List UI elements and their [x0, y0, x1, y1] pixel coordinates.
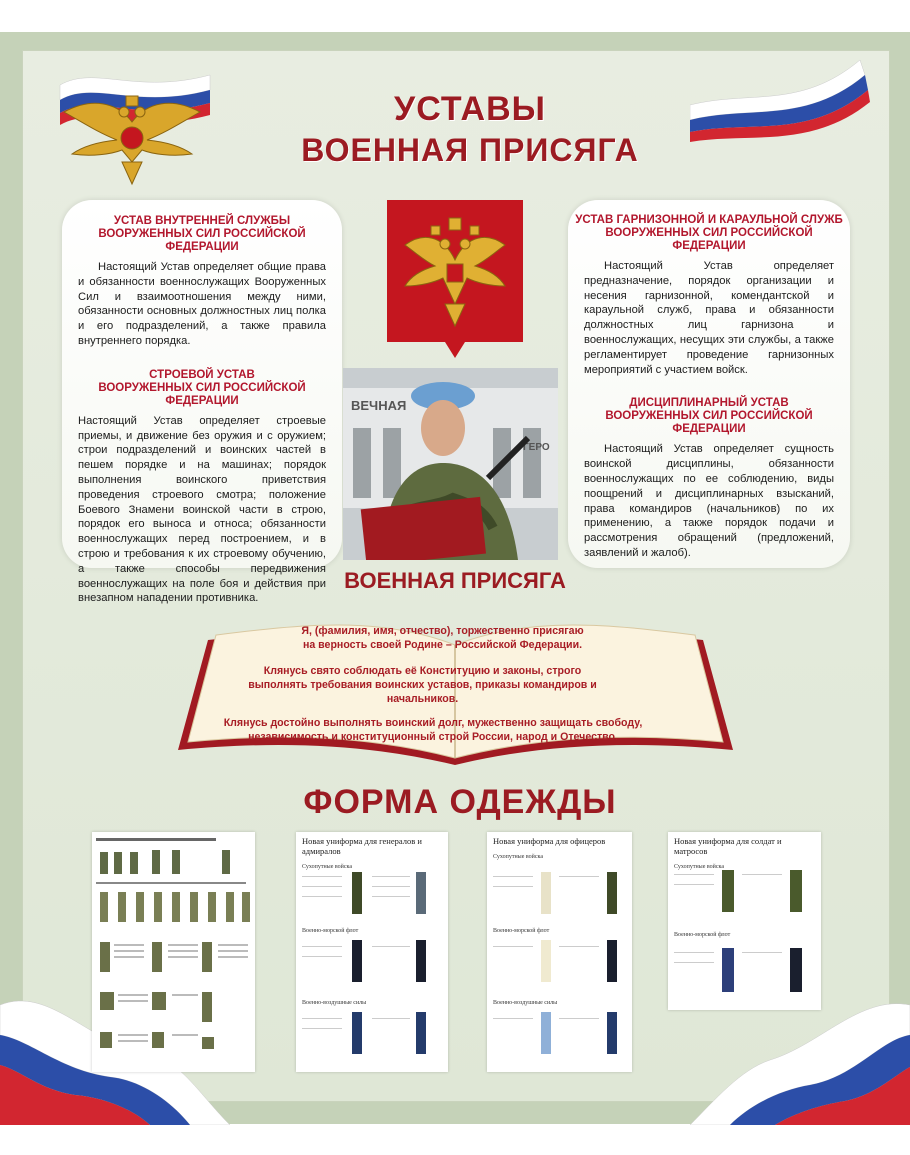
section-title: УСТАВ ВНУТРЕННЕЙ СЛУЖБЫ	[113, 215, 291, 227]
section-title: ВООРУЖЕННЫХ СИЛ РОССИЙСКОЙ ФЕДЕРАЦИИ	[98, 381, 306, 407]
uniform-sheet-generals	[296, 832, 448, 1072]
section-title: ВООРУЖЕННЫХ СИЛ РОССИЙСКОЙ ФЕДЕРАЦИИ	[605, 227, 813, 252]
section-title: ДИСЦИПЛИНАРНЫЙ УСТАВ	[629, 397, 789, 410]
soldier-photo	[343, 368, 558, 560]
oath-paragraph-1: Я, (фамилия, имя, отчество), торжественно присягаю на верность своей Родине – Российской Федерации.	[301, 625, 584, 651]
uniform-figures	[92, 832, 255, 1072]
section-title: ВООРУЖЕННЫХ СИЛ РОССИЙСКОЙ ФЕДЕРАЦИИ	[605, 410, 813, 436]
uniform-sheet-title: Новая униформа для солдат и матросов	[674, 836, 782, 856]
photo-sign-text: ВЕЧНАЯ	[351, 398, 407, 413]
coat-of-arms-icon	[387, 200, 523, 358]
uniform-sheet-subtitle: Военно-морской флот	[302, 928, 359, 934]
section-title: ВООРУЖЕННЫХ СИЛ РОССИЙСКОЙ ФЕДЕРАЦИИ	[98, 228, 306, 253]
uniform-sheet-subtitle: Военно-морской флот	[674, 932, 731, 938]
section-title: УСТАВ ГАРНИЗОННОЙ И КАРАУЛЬНОЙ СЛУЖБ	[575, 214, 843, 226]
flag-ribbon-bottom-right	[690, 995, 910, 1125]
uniform-sheet-subtitle: Военно-морской флот	[493, 928, 550, 934]
uniform-figures	[296, 862, 448, 1062]
oath-paragraph-3: Клянусь достойно выполнять воинский долг, мужественно защищать свободу, независимость и конституционный строй России, народ и Отечество.	[223, 717, 643, 743]
section-title: СТРОЕВОЙ УСТАВ	[149, 368, 255, 381]
poster-title-line1: УСТАВЫ	[394, 90, 546, 128]
uniform-sheet-title: Новая униформа для генералов и адмиралов	[302, 836, 422, 856]
section-text: Настоящий Устав определяет предназначение, порядок организации и несения гарнизонной, комендантской и караульной служб, права и обязанности должностных лиц гарнизона и военнослужащих, несущих эти службы, а также регламентирует проведение гарнизонных мероприятий с участием войск.	[584, 260, 834, 376]
uniform-sheet-subtitle: Военно-воздушные силы	[493, 1000, 558, 1006]
armed-forces-eagle-icon	[62, 92, 202, 188]
uniform-sheet-subtitle: Военно-воздушные силы	[302, 1000, 367, 1006]
uniform-figures	[487, 862, 632, 1062]
section-text: Настоящий Устав определяет общие права и обязанности военнослужащих Вооруженных Сил и взаимоотношения между ними, обязанности основных должностных лиц полка и его подразделений, а также правила внутреннего порядка.	[78, 261, 326, 347]
oath-paragraph-2: Клянусь свято соблюдать её Конституцию и законы, строго выполнять требования воинских уставов, приказы командиров и начальников.	[248, 665, 597, 705]
right-panel	[568, 200, 850, 568]
section-text: Настоящий Устав определяет строевые приемы, и движение без оружия и с оружием; строи подразделений и воинских частей в пешем порядке и на машинах; порядок выполнения воинского приветствия проведения строевого смотра; положение Боевого Знамени воинской части в строю, порядок его выноса и относа; обязанности военнослужащих перед построением, и в строю и требования к их строевому обучению, а также способы передвижения военнослужащих на поле боя и действия при внезапном нападении противника.	[78, 414, 326, 605]
left-panel	[62, 200, 342, 605]
oath-title: ВОЕННАЯ ПРИСЯГА	[344, 568, 566, 593]
uniform-sheet-officers	[487, 832, 632, 1072]
photo-sign-text-2: ГЕРО	[523, 442, 550, 453]
uniform-sheet-title: Новая униформа для офицеров	[493, 836, 606, 846]
uniform-sheet-subtitle: Сухопутные войска	[493, 854, 544, 860]
uniform-sheet-subtitle: Сухопутные войска	[302, 864, 353, 870]
uniform-section-title: ФОРМА ОДЕЖДЫ	[303, 783, 617, 821]
uniform-sheet-subtitle: Сухопутные войска	[674, 864, 725, 870]
section-text: Настоящий Устав определяет сущность воинской дисциплины, обязанности военнослужащих по ее соблюдению, виды поощрений и дисциплинарных взысканий, права командиров (начальников) по их применению, а также порядок подачи и рассмотрения обращений (предложений, заявлений и жалоб).	[584, 443, 834, 559]
uniform-sheet-soldiers	[668, 832, 821, 1010]
poster-title-line2: ВОЕННАЯ ПРИСЯГА	[301, 132, 639, 168]
uniform-sheet-1	[92, 832, 255, 1072]
